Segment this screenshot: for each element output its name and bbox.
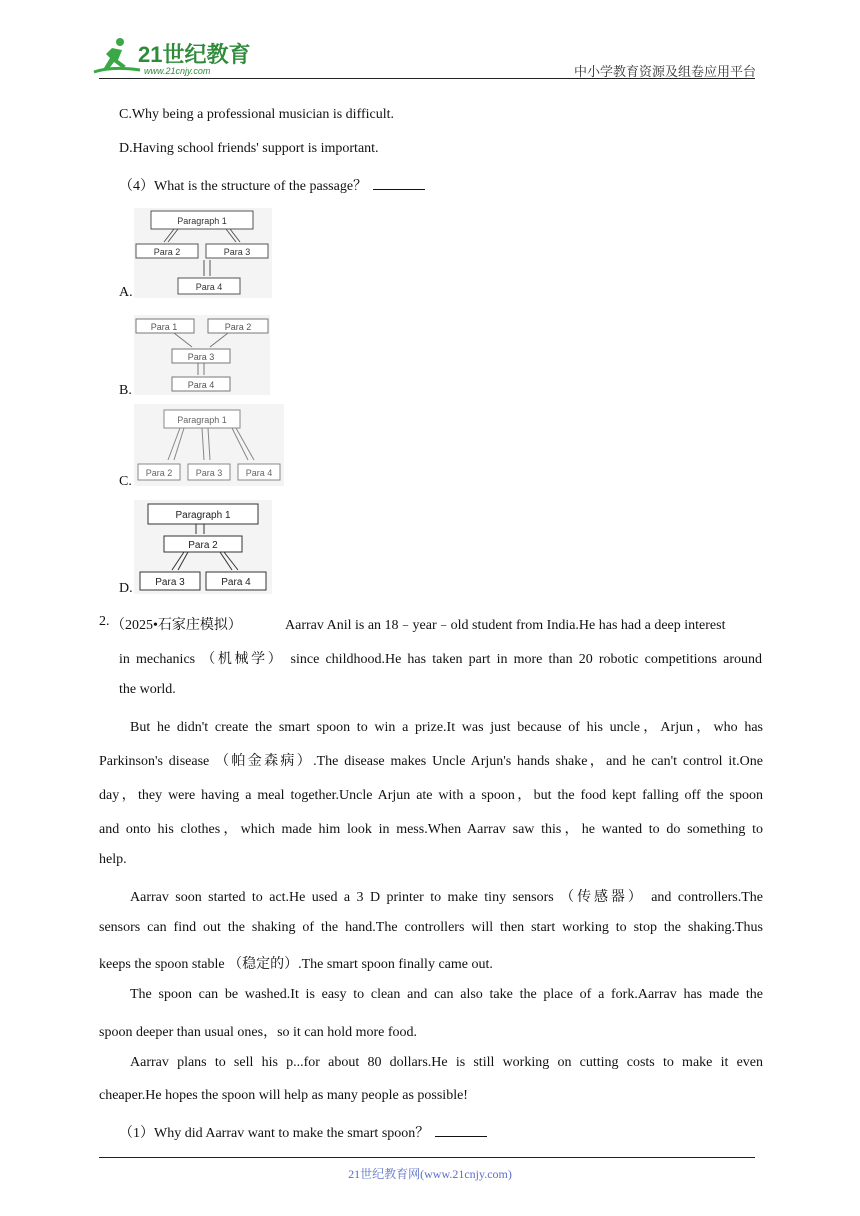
q1-option-d: D.Having school friends' support is important.	[119, 141, 379, 156]
page-header	[0, 0, 860, 80]
structure-diagram-c[interactable]	[134, 404, 284, 486]
passage-line: the world.	[119, 682, 176, 697]
diagram-a-right: Para 3	[223, 247, 251, 257]
answer-blank[interactable]	[373, 177, 425, 190]
choice-d-label[interactable]: D.	[119, 581, 133, 596]
platform-name: 中小学教育资源及组卷应用平台	[573, 64, 756, 79]
passage-line: help.	[99, 852, 127, 867]
diagram-c-box1: Para 2	[145, 468, 173, 478]
diagram-b-bottom: Para 4	[187, 380, 215, 390]
choice-c-label[interactable]: C.	[119, 474, 132, 489]
logo-url-text: www.21cnjy.com	[144, 66, 211, 76]
q1-option-c: C.Why being a professional musician is difficult.	[119, 107, 395, 122]
structure-diagram-d[interactable]	[134, 500, 272, 594]
diagram-b-right: Para 2	[224, 322, 252, 332]
q1-sub4-text: （4）What is the structure of the passage？	[119, 179, 368, 194]
q2-sub1-text: （1）Why did Aarrav want to make the smart spoon？	[119, 1126, 430, 1141]
choice-b-label[interactable]: B.	[119, 383, 132, 398]
q1-sub4-question	[119, 175, 425, 195]
passage-line: The spoon can be washed.It is easy to clean and can also take the place of a fork.Aarrav has made the	[130, 987, 763, 1002]
answer-blank[interactable]	[435, 1124, 487, 1137]
passage-line: keeps the spoon stable （稳定的）.The smart spoon finally came out.	[99, 957, 493, 972]
footer-rule	[99, 1157, 755, 1158]
passage-line: and onto his clothes，which made him look in mess.When Aarrav saw this，he wanted to do something to	[99, 822, 763, 837]
diagram-c-box2: Para 3	[195, 468, 223, 478]
q2-sub1-question	[119, 1122, 487, 1142]
passage-line: Aarrav plans to sell his p...for about 80 dollars.He is still working on cutting costs to make it even	[130, 1055, 763, 1070]
logo-main-text: 21世纪教育	[138, 42, 251, 67]
page-footer: 21世纪教育网(www.21cnjy.com)	[348, 1167, 512, 1181]
diagram-c-top: Paragraph 1	[177, 415, 227, 425]
passage-line: sensors can find out the shaking of the hand.The controllers will then start working to stop the shaking.Thus	[99, 920, 763, 935]
diagram-d-right: Para 4	[221, 577, 251, 588]
diagram-d-left: Para 3	[155, 577, 185, 588]
diagram-c-box3: Para 4	[245, 468, 273, 478]
passage-line: cheaper.He hopes the spoon will help as many people as possible!	[99, 1088, 468, 1103]
passage-line: spoon deeper than usual ones，so it can hold more food.	[99, 1025, 418, 1040]
q2-number: 2.	[99, 614, 110, 629]
diagram-d-mid: Para 2	[188, 540, 218, 551]
diagram-b-mid: Para 3	[187, 352, 215, 362]
diagram-a-top: Paragraph 1	[177, 216, 227, 226]
runner-icon	[94, 38, 140, 72]
passage-line: Aarrav soon started to act.He used a 3 D printer to make tiny sensors （传感器） and controllers.The	[130, 890, 763, 905]
q2-source: （2025•石家庄模拟）	[111, 618, 242, 633]
passage-line: day，they were having a meal together.Uncle Arjun ate with a spoon，but the food kept falling off the spoon	[99, 788, 763, 803]
passage-line: Parkinson's disease （帕金森病）.The disease makes Uncle Arjun's hands shake，and he can't control it.One	[99, 754, 763, 769]
structure-diagram-a[interactable]	[134, 208, 272, 298]
diagram-b-left: Para 1	[150, 322, 178, 332]
passage-line: Aarrav Anil is an 18﹣year﹣old student from India.He has had a deep interest	[285, 618, 726, 633]
diagram-a-bottom: Para 4	[195, 282, 223, 292]
structure-diagram-b[interactable]	[134, 315, 270, 395]
header-rule	[99, 78, 755, 79]
passage-line: But he didn't create the smart spoon to win a prize.It was just because of his uncle，Arjun，who has	[130, 720, 763, 735]
passage-line: in mechanics （机械学） since childhood.He has taken part in more than 20 robotic competitions around	[119, 652, 762, 667]
site-logo	[92, 36, 262, 78]
diagram-a-left: Para 2	[153, 247, 181, 257]
choice-a-label[interactable]: A.	[119, 285, 133, 300]
diagram-d-top: Paragraph 1	[175, 510, 231, 521]
